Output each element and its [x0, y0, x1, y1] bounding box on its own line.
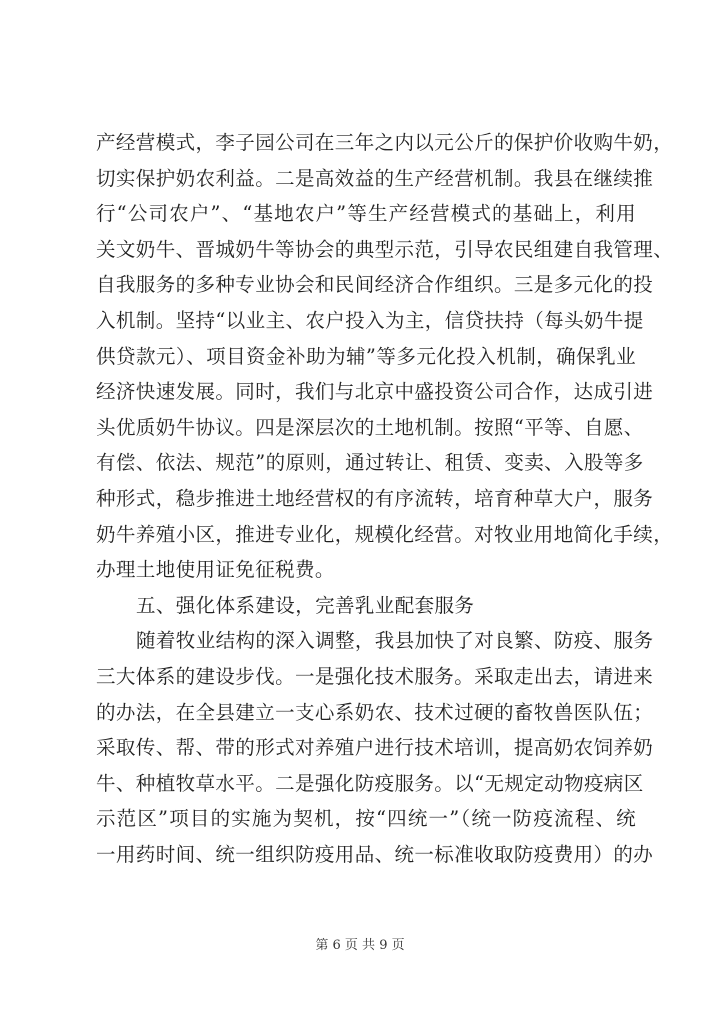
paragraph-1-line: 种形式，稳步推进土地经营权的有序流转，培育种草大户，服务	[96, 486, 654, 510]
paragraph-2-line: 随着牧业结构的深入调整，我县加快了对良繁、防疫、服务	[136, 629, 654, 653]
paragraph-1-line: 供贷款元）、项目资金补助为辅”等多元化投入机制，确保乳业	[96, 344, 636, 368]
paragraph-1-line: 头优质奶牛协议。四是深层次的土地机制。按照“平等、自愿、	[96, 415, 644, 439]
paragraph-1-line: 办理土地使用证免征税费。	[96, 558, 335, 582]
paragraph-1-line: 自我服务的多种专业协会和民间经济合作组织。三是多元化的投	[96, 273, 654, 297]
paragraph-1-line: 行“公司农户”、“基地农户”等生产经营模式的基础上，利用	[96, 202, 636, 226]
paragraph-2-line: 的办法，在全县建立一支心系奶农、技术过硬的畜牧兽医队伍；	[96, 700, 654, 724]
section-heading: 五、强化体系建设，完善乳业配套服务	[136, 593, 475, 617]
paragraph-2-line: 示范区”项目的实施为契机，按“四统一”（统一防疫流程、统	[96, 807, 636, 831]
paragraph-2-line: 一用药时间、统一组织防疫用品、统一标准收取防疫费用）的办	[96, 842, 654, 866]
paragraph-2-line: 三大体系的建设步伐。一是强化技术服务。采取走出去，请进来	[96, 664, 654, 688]
paragraph-2-line: 采取传、帮、带的形式对养殖户进行技术培训，提高奶农饲养奶	[96, 736, 654, 760]
paragraph-1-line: 经济快速发展。同时，我们与北京中盛投资公司合作，达成引进	[96, 380, 654, 404]
paragraph-2-line: 牛、种植牧草水平。二是强化防疫服务。以“无规定动物疫病区	[96, 771, 644, 795]
paragraph-1-line: 有偿、依法、规范”的原则，通过转让、租赁、变卖、入股等多	[96, 451, 644, 475]
paragraph-1-line: 入机制。坚持“以业主、农户投入为主，信贷扶持（每头奶牛提	[96, 308, 644, 332]
paragraph-1-line: 切实保护奶农利益。二是高效益的生产经营机制。我县在继续推	[96, 166, 654, 190]
paragraph-1-line: 奶牛养殖小区，推进专业化，规模化经营。对牧业用地简化手续，	[96, 522, 674, 546]
page-number-footer: 第 6 页 共 9 页	[315, 938, 405, 953]
paragraph-1-line: 产经营模式，李子园公司在三年之内以元公斤的保护价收购牛奶，	[96, 131, 674, 154]
paragraph-1-line: 关文奶牛、晋城奶牛等协会的典型示范，引导农民组建自我管理、	[96, 237, 674, 261]
document-body	[96, 125, 674, 872]
